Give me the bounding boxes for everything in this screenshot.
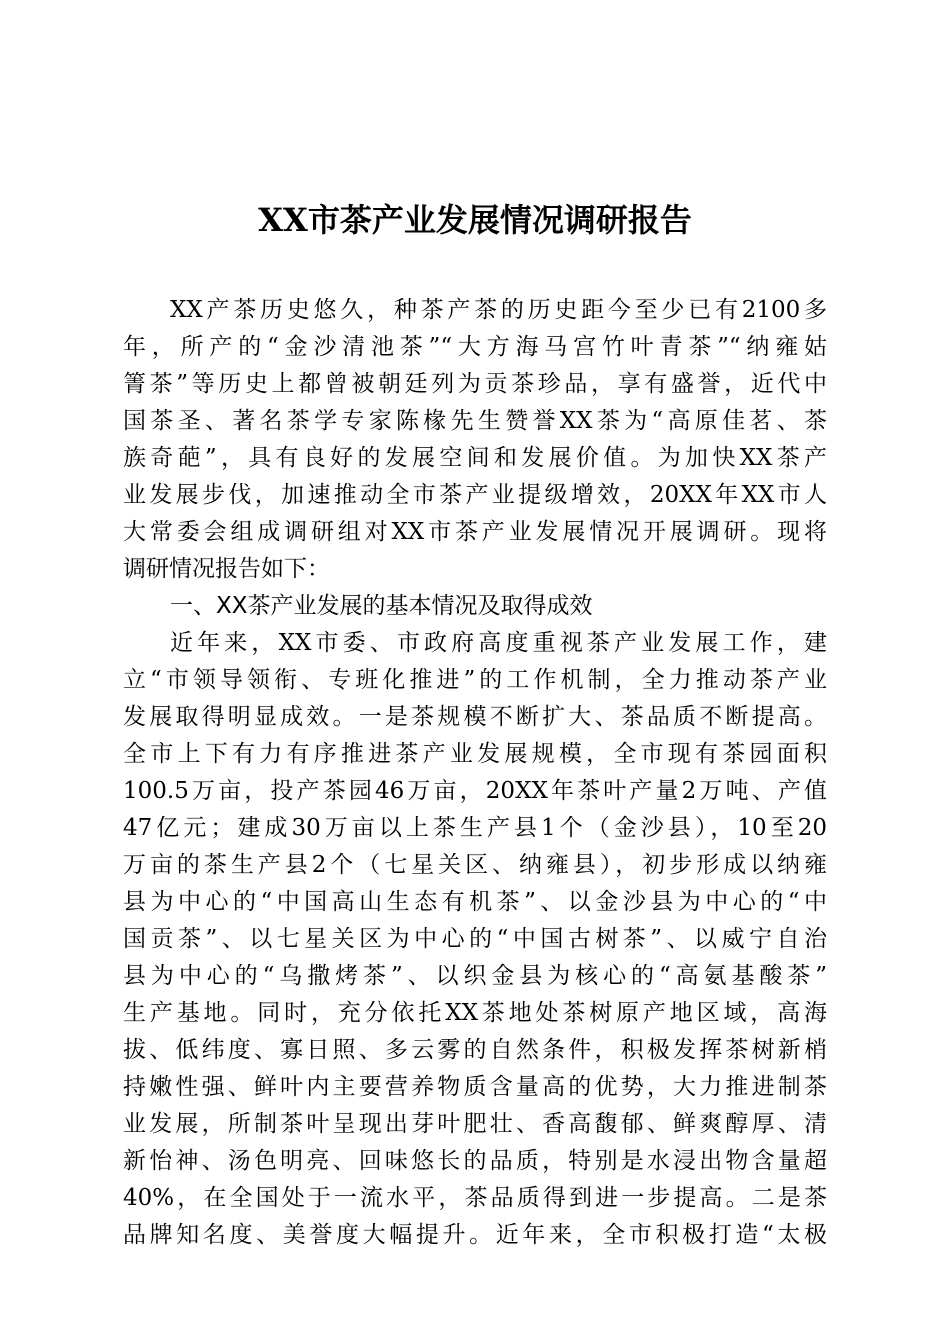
body-line: 品牌知名度、美誉度大幅提升。近年来，全市积极打造“太极 — [123, 1222, 827, 1248]
body-line: 新怡神、汤色明亮、回味悠长的品质，特别是水浸出物含量超 — [123, 1148, 827, 1174]
body-line: 47亿元；建成30万亩以上茶生产县1个（金沙县），10至20 — [123, 815, 827, 841]
intro-line: 族奇葩”，具有良好的发展空间和发展价值。为加快XX茶产 — [123, 445, 827, 471]
body-line: 生产基地。同时，充分依托XX茶地处茶树原产地区域，高海 — [123, 1000, 827, 1026]
intro-line: 年，所产的“金沙清池茶”“大方海马宫竹叶青茶”“纳雍姑 — [123, 334, 827, 360]
body-line: 国贡茶”、以七星关区为中心的“中国古树茶”、以威宁自治 — [123, 926, 827, 952]
body-line: 拔、低纬度、寡日照、多云雾的自然条件，积极发挥茶树新梢 — [123, 1037, 827, 1063]
intro-line: 箐茶”等历史上都曾被朝廷列为贡茶珍品，享有盛誉，近代中 — [123, 371, 827, 397]
intro-line: 国茶圣、著名茶学专家陈椽先生赞誉XX茶为“高原佳茗、茶 — [123, 408, 827, 434]
body-line: 100.5万亩，投产茶园46万亩，20XX年茶叶产量2万吨、产值 — [123, 778, 827, 804]
intro-line: 调研情况报告如下： — [123, 556, 330, 582]
body-line: 万亩的茶生产县2个（七星关区、纳雍县），初步形成以纳雍 — [123, 852, 827, 878]
body-line: 县为中心的“乌撒烤茶”、以织金县为核心的“高氨基酸茶” — [123, 963, 827, 989]
body-line: 全市上下有力有序推进茶产业发展规模，全市现有茶园面积 — [123, 741, 827, 767]
intro-line: 业发展步伐，加速推动全市茶产业提级增效，20XX年XX市人 — [123, 482, 827, 508]
body-line: 发展取得明显成效。一是茶规模不断扩大、茶品质不断提高。 — [123, 704, 827, 730]
document-title: XX市茶产业发展情况调研报告 — [258, 201, 692, 239]
body-line: 40%，在全国处于一流水平，茶品质得到进一步提高。二是茶 — [123, 1185, 827, 1211]
section-heading: 一、XX茶产业发展的基本情况及取得成效 — [170, 593, 593, 619]
intro-line: 大常委会组成调研组对XX市茶产业发展情况开展调研。现将 — [123, 519, 827, 545]
body-line: 业发展，所制茶叶呈现出芽叶肥壮、香高馥郁、鲜爽醇厚、清 — [123, 1111, 827, 1137]
body-line: 立“市领导领衔、专班化推进”的工作机制，全力推动茶产业 — [123, 667, 827, 693]
body-line: 近年来，XX市委、市政府高度重视茶产业发展工作，建 — [170, 630, 827, 656]
body-line: 县为中心的“中国高山生态有机茶”、以金沙县为中心的“中 — [123, 889, 827, 915]
intro-line: XX产茶历史悠久，种茶产茶的历史距今至少已有2100多 — [170, 297, 827, 323]
body-line: 持嫩性强、鲜叶内主要营养物质含量高的优势，大力推进制茶 — [123, 1074, 827, 1100]
